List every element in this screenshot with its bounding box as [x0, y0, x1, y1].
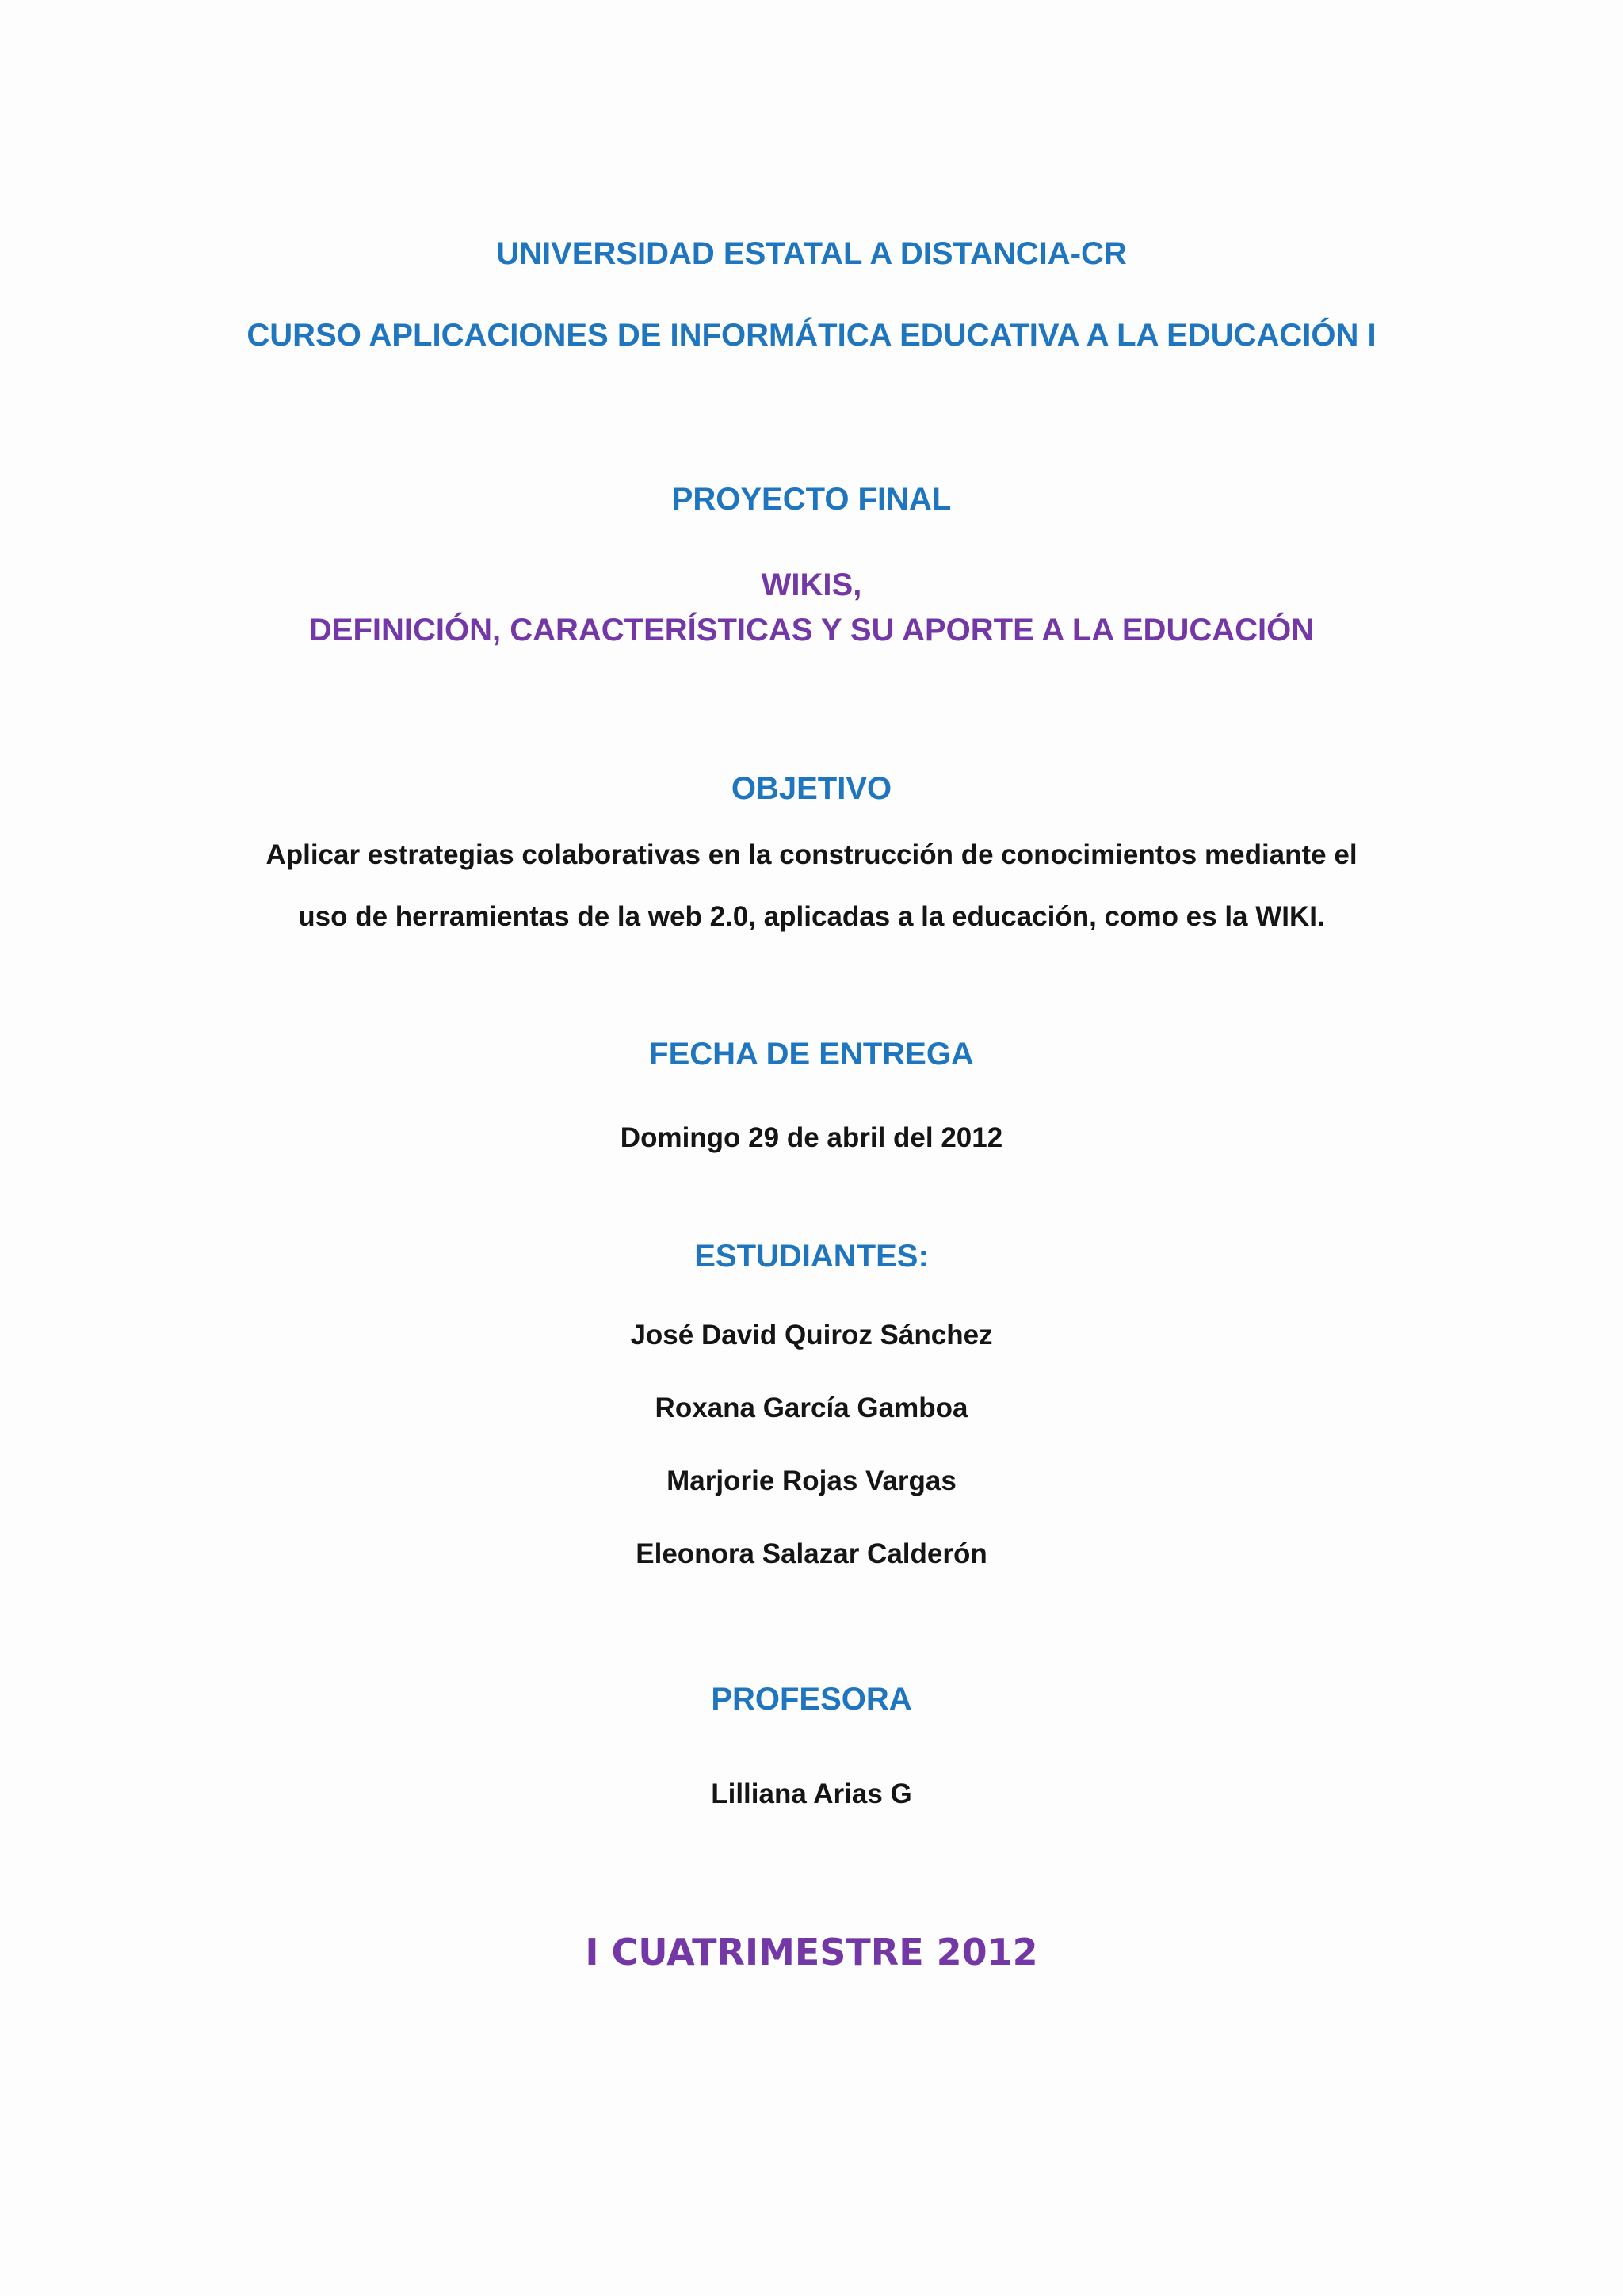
objective-text-line2: uso de herramientas de la web 2.0, aplicadas a la educación, como es la WIKI.: [298, 901, 1325, 932]
course-name: CURSO APLICACIONES DE INFORMÁTICA EDUCATIVA A LA EDUCACIÓN I: [246, 318, 1377, 353]
objective-heading: OBJETIVO: [731, 771, 892, 806]
teacher-heading: PROFESORA: [711, 1682, 912, 1717]
university-name: UNIVERSIDAD ESTATAL A DISTANCIA-CR: [496, 236, 1127, 271]
student-name: Marjorie Rojas Vargas: [666, 1465, 957, 1496]
student-name: Roxana García Gamboa: [655, 1392, 968, 1423]
teacher-name: Lilliana Arias G: [711, 1778, 912, 1809]
objective-text-line1: Aplicar estrategias colaborativas en la construcción de conocimientos mediante el: [265, 839, 1358, 870]
project-title-line1: WIKIS,: [761, 567, 862, 602]
project-label: PROYECTO FINAL: [671, 482, 952, 517]
students-heading: ESTUDIANTES:: [694, 1239, 929, 1274]
student-name: José David Quiroz Sánchez: [630, 1320, 993, 1350]
student-name: Eleonora Salazar Calderón: [636, 1538, 987, 1569]
project-title-line2: DEFINICIÓN, CARACTERÍSTICAS Y SU APORTE A LA EDUCACIÓN: [308, 613, 1315, 648]
term-footer: I CUATRIMESTRE 2012: [585, 1931, 1038, 1973]
due-date-heading: FECHA DE ENTREGA: [649, 1037, 974, 1072]
due-date-value: Domingo 29 de abril del 2012: [620, 1122, 1003, 1153]
